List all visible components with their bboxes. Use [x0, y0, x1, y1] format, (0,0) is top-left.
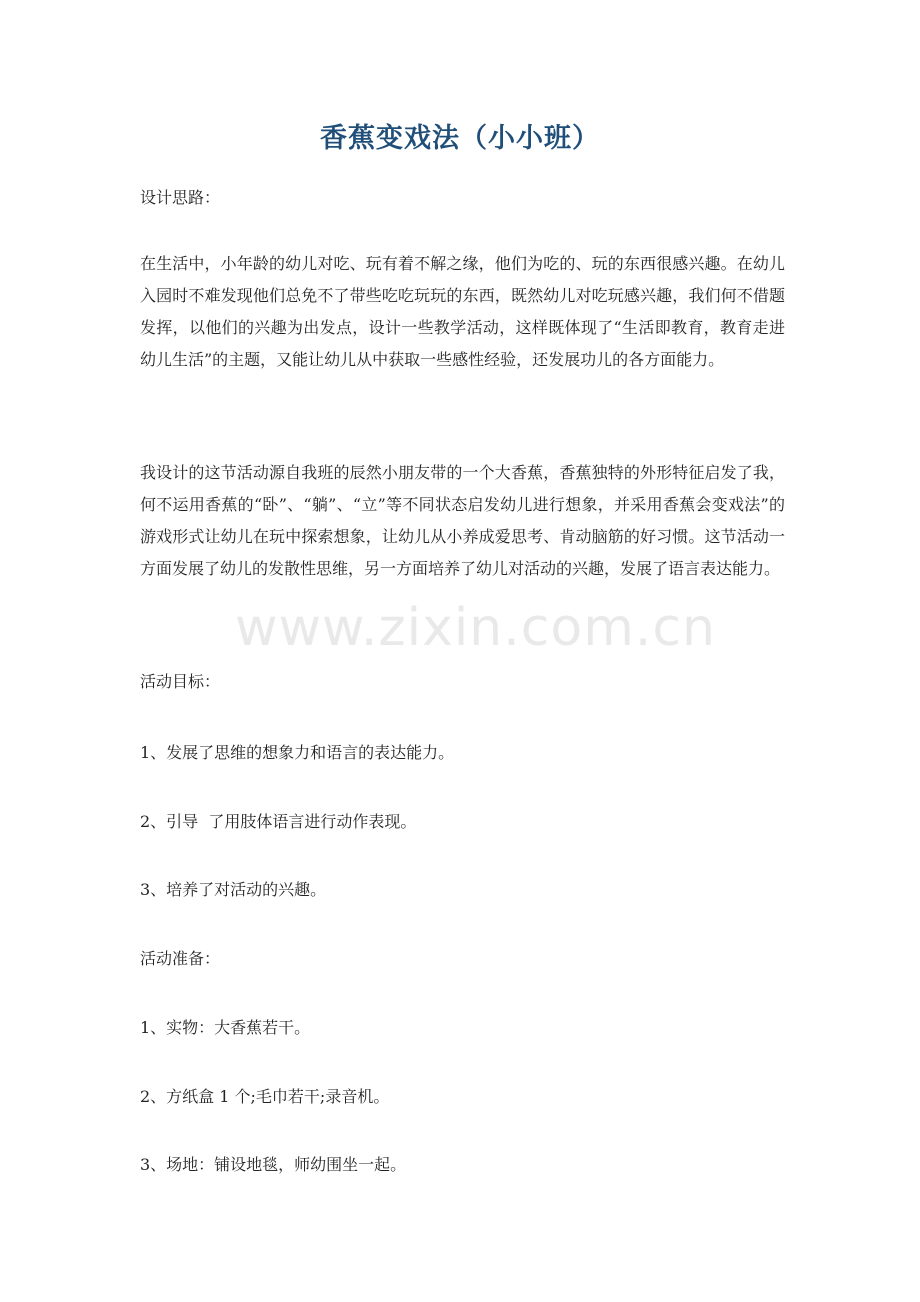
- prep-item-3: 3、场地：铺设地毯，师幼围坐一起。: [140, 1155, 407, 1174]
- goal-item-3: 3、培养了对活动的兴趣。: [140, 880, 327, 899]
- design-heading: 设计思路：: [140, 188, 221, 207]
- goal-item-2: 2、引导 了用肢体语言进行动作表现。: [140, 812, 417, 831]
- goal-item-1: 1、发展了思维的想象力和语言的表达能力。: [140, 743, 455, 762]
- prep-item-1: 1、实物：大香蕉若干。: [140, 1018, 311, 1037]
- prep-item-2: 2、方纸盒 1 个;毛巾若干;录音机。: [140, 1087, 390, 1106]
- goals-heading: 活动目标：: [140, 672, 221, 691]
- prep-heading: 活动准备：: [140, 949, 221, 968]
- document-title: 香蕉变戏法（小小班）: [320, 123, 600, 154]
- watermark: www.zixin.com.cn: [235, 598, 716, 658]
- design-paragraph-1: 在生活中，小年龄的幼儿对吃、玩有着不解之缘，他们为吃的、玩的东西很感兴趣。在幼儿入园时不难发现他们总免不了带些吃吃玩玩的东西，既然幼儿对吃玩感兴趣，我们何不借题发挥，以他们的兴趣为出发点，设计一些教学活动，这样既体现了“生活即教育，教育走进幼儿生活”的主题，又能让幼儿从中获取一些感性经验，还发展功儿的各方面能力。: [140, 254, 785, 369]
- design-paragraph-2: 我设计的这节活动源自我班的辰然小朋友带的一个大香蕉，香蕉独特的外形特征启发了我，何不运用香蕉的“卧”、“躺”、“立”等不同状态启发幼儿进行想象，并采用香蕉会变戏法”的游戏形式让幼儿在玩中探索想象，让幼儿从小养成爱思考、肯动脑筋的好习惯。这节活动一方面发展了幼儿的发散性思维，另一方面培养了幼儿对活动的兴趣，发展了语言表达能力。: [140, 463, 785, 578]
